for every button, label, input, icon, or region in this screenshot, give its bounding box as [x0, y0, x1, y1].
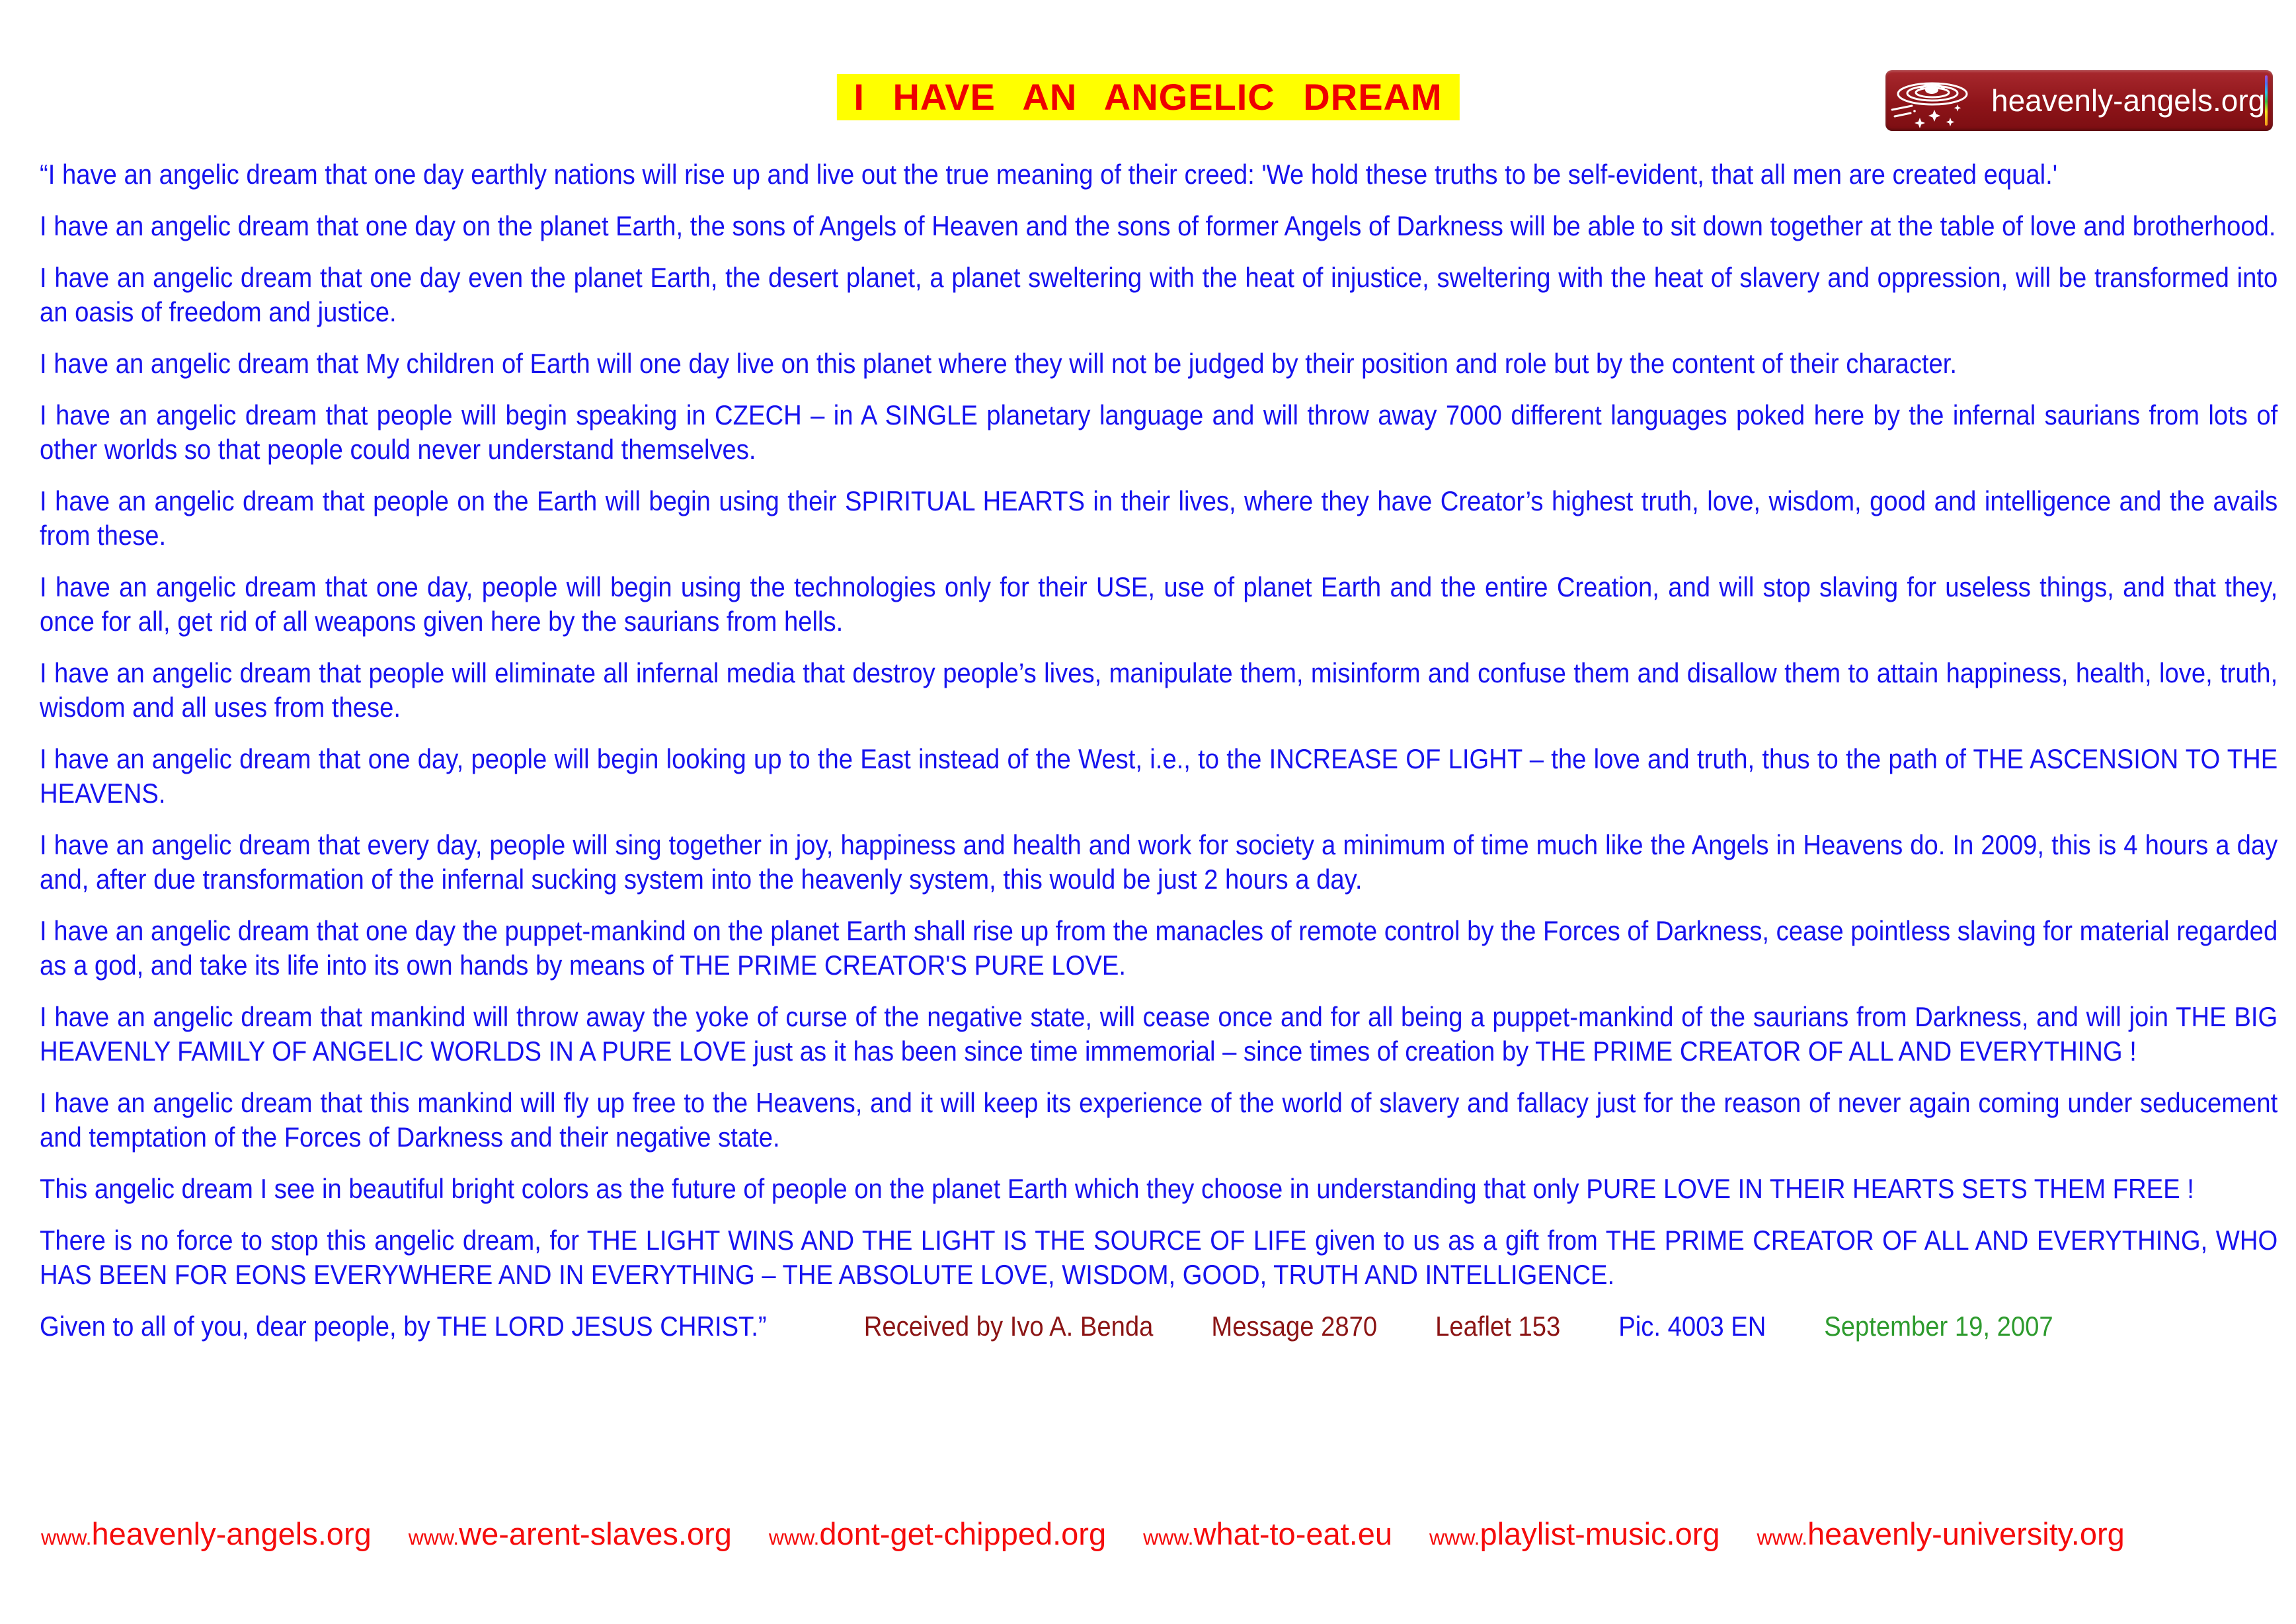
paragraph: “I have an angelic dream that one day earthly nations will rise up and live out the true meaning of their creed: 'We hold these truths to be self-evident, that all men are created equal.'	[40, 159, 2058, 190]
credits-message-no: Message 2870	[1211, 1311, 1378, 1342]
link-www-prefix: www.	[1143, 1525, 1194, 1549]
link-domain: what-to-eat.eu	[1193, 1516, 1393, 1551]
footer-links	[41, 1516, 2125, 1552]
link-domain: playlist-music.org	[1480, 1516, 1720, 1551]
credits-leaflet-no: Leaflet 153	[1435, 1311, 1561, 1342]
site-logo-banner[interactable]	[1885, 70, 2273, 131]
link-www-prefix: www.	[41, 1525, 92, 1549]
link-www-prefix: www.	[768, 1525, 820, 1549]
leaflet-body	[40, 157, 2277, 1344]
ufo-stars-icon	[1889, 71, 1989, 130]
footer-link[interactable]	[769, 1516, 1106, 1552]
link-www-prefix: www.	[408, 1525, 459, 1549]
credits-line	[40, 1309, 2277, 1344]
page-title: I HAVE AN ANGELIC DREAM	[836, 74, 1459, 120]
paragraph: I have an angelic dream that mankind will throw away the yoke of curse of the negative state, will cease once and for all being a puppet-mankind of the saurians from Darkness, and will join THE BIG HEAVENLY FAMILY OF ANGELIC WORLDS IN A PURE LOVE just as it has been since time immemorial – since times of creation by THE PRIME CREATOR OF ALL AND EVERYTHING !	[40, 1001, 2278, 1067]
logo-site-name: heavenly-angels.org	[1991, 83, 2266, 118]
credits-given-by: Given to all of you, dear people, by THE LORD JESUS CHRIST.”	[40, 1311, 767, 1342]
footer-link[interactable]	[1429, 1516, 1720, 1552]
paragraph: There is no force to stop this angelic dream, for THE LIGHT WINS AND THE LIGHT IS THE SOURCE OF LIFE given to us as a gift from THE PRIME CREATOR OF ALL AND EVERYTHING, WHO HAS BEEN FOR EONS EVERYWHERE AND IN EVERYTHING – THE ABSOLUTE LOVE, WISDOM, GOOD, TRUTH AND INTELLIGENCE.	[40, 1225, 2278, 1290]
footer-link[interactable]	[1757, 1516, 2125, 1552]
credits-received: Received by Ivo A. Benda	[863, 1311, 1154, 1342]
link-www-prefix: www.	[1757, 1525, 1807, 1549]
footer-link[interactable]	[409, 1516, 732, 1552]
link-domain: we-arent-slaves.org	[459, 1516, 732, 1551]
paragraph: I have an angelic dream that people on the Earth will begin using their SPIRITUAL HEARTS in their lives, where they have Creator’s highest truth, love, wisdom, good and intelligence and the avails from these.	[40, 485, 2278, 551]
paragraph: I have an angelic dream that every day, people will sing together in joy, happiness and health and work for society a minimum of time much like the Angels in Heavens do. In 2009, this is 4 hours a day and, after due transformation of the infernal sucking system into the heavenly system, this would be just 2 hours a day.	[40, 829, 2278, 895]
paragraph: I have an angelic dream that My children of Earth will one day live on this planet where they will not be judged by their position and role but by the content of their character.	[40, 348, 1958, 379]
footer-link[interactable]	[41, 1516, 372, 1552]
paragraph: I have an angelic dream that one day the puppet-mankind on the planet Earth shall rise up from the manacles of remote control by the Forces of Darkness, cease pointless slaving for material regarded as a god, and take its life into its own hands by means of THE PRIME CREATOR'S PURE LOVE.	[40, 915, 2278, 981]
paragraph: I have an angelic dream that people will begin speaking in CZECH – in A SINGLE planetary language and will throw away 7000 different languages poked here by the infernal saurians from lots of other worlds so that people could never understand themselves.	[40, 399, 2278, 465]
paragraph: I have an angelic dream that people will eliminate all infernal media that destroy people’s lives, manipulate them, misinform and confuse them and disallow them to attain happiness, health, love, truth, wisdom and all uses from these.	[40, 657, 2278, 723]
credits-pic-no: Pic. 4003 EN	[1618, 1311, 1766, 1342]
rainbow-square-icon	[2265, 75, 2268, 126]
paragraph: I have an angelic dream that one day even the planet Earth, the desert planet, a planet sweltering with the heat of injustice, sweltering with the heat of slavery and oppression, will be transformed into an oasis of freedom and justice.	[40, 262, 2278, 327]
footer-link[interactable]	[1143, 1516, 1392, 1552]
link-domain: heavenly-university.org	[1807, 1516, 2125, 1551]
credits-date: September 19, 2007	[1824, 1311, 2053, 1342]
link-domain: dont-get-chipped.org	[819, 1516, 1107, 1551]
link-domain: heavenly-angels.org	[91, 1516, 372, 1551]
paragraph: I have an angelic dream that one day, people will begin using the technologies only for their USE, use of planet Earth and the entire Creation, and will stop slaving for useless things, and that they, once for all, get rid of all weapons given here by the saurians from hells.	[40, 571, 2278, 637]
paragraph: I have an angelic dream that this mankind will fly up free to the Heavens, and it will keep its experience of the world of slavery and fallacy just for the reason of never again coming under seducement and temptation of the Forces of Darkness and their negative state.	[40, 1087, 2278, 1153]
paragraph: I have an angelic dream that one day, people will begin looking up to the East instead of the West, i.e., to the INCREASE OF LIGHT – the love and truth, thus to the path of THE ASCENSION TO THE HEAVENS.	[40, 743, 2278, 809]
paragraph: This angelic dream I see in beautiful bright colors as the future of people on the planet Earth which they choose in understanding that only PURE LOVE IN THEIR HEARTS SETS THEM FREE !	[40, 1173, 2194, 1204]
paragraph-list	[40, 157, 2277, 1292]
link-www-prefix: www.	[1429, 1525, 1480, 1549]
paragraph: I have an angelic dream that one day on the planet Earth, the sons of Angels of Heaven and the sons of former Angels of Darkness will be able to sit down together at the table of love and brotherhood.	[40, 210, 2276, 241]
